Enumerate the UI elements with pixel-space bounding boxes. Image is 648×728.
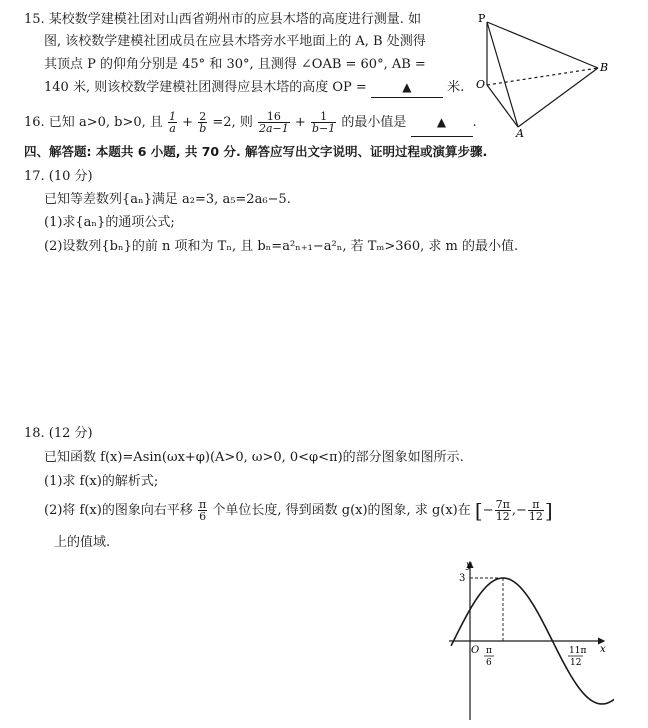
q18-line3-mid: 个单位长度, 得到函数 g(x)的图象, 求 g(x)在 [212,503,471,518]
frac-num: 1 [169,110,177,123]
q16-post: 的最小值是 [341,115,407,130]
q16-end: . [472,115,477,130]
triangle-icon: ▲ [436,115,447,129]
frac-den: b−1 [311,122,336,135]
plus-sign: + [294,115,306,130]
left-bracket: [ [474,498,483,523]
x-label: x [600,644,606,655]
q15-answer-blank[interactable] [371,79,443,98]
q15-line1: 15. 某校数学建模社团对山西省朔州市的应县木塔的高度进行测量. 如 [24,12,422,27]
frac-den: b [199,122,207,135]
frac-den: 6 [199,510,207,523]
fraction-2-over-b [198,111,207,134]
edge-OA [487,85,518,127]
frac-num: π [198,498,207,511]
q18-line4: 上的值域. [54,535,111,550]
q16-answer-blank[interactable] [411,110,473,137]
fraction-1-over-b-1 [311,111,336,134]
frac-den: a [169,122,176,135]
y-tick-3: 3 [459,573,466,584]
label-A: A [516,127,524,138]
q18-line3 [44,497,553,525]
edge-AB [518,68,598,127]
q15-line3: 其顶点 P 的仰角分别是 45° 和 30°, 且测得 ∠OAB = 60°, AB = [44,57,426,72]
frac-num: 2 [199,110,207,123]
x-tick-11pi-12-den: 12 [570,658,582,668]
q18-line3-pre: (2)将 f(x)的图象向右平移 [44,503,193,518]
edge-PB [487,22,598,68]
interval-comma: , [511,503,516,518]
section-heading: 四、解答题: 本题共 6 小题, 共 70 分. 解答应写出文字说明、证明过程或演算步骤. [24,144,488,159]
q17-line2: (1)求{aₙ}的通项公式; [44,215,175,230]
q16-mid: =2, 则 [212,115,253,130]
triangle-icon: ▲ [402,80,412,94]
x-tick-11pi-12-num: 11π [569,646,587,656]
q17-line1: 已知等差数列{aₙ}满足 a₂=3, a₅=2a₆−5. [44,192,291,207]
frac-den: 2a−1 [258,122,289,135]
y-label: y [466,560,472,571]
x-tick-pi-6-num: π [486,646,492,656]
fraction-pi-over-6 [198,499,207,522]
q18-line1: 已知函数 f(x)=Asin(ωx+φ)(A>0, ω>0, 0<φ<π)的部分图象如图所示. [44,450,464,465]
fraction-16-over-2a-1 [258,111,290,134]
interval-sign-2: − [515,503,527,518]
pyramid-figure [470,8,620,138]
frac-den: 12 [528,510,543,523]
q17-head: 17. (10 分) [24,169,93,184]
sine-graph [444,556,614,724]
q15-line4-text: 140 米, 则该校数学建模社团测得应县木塔的高度 OP = [44,80,367,95]
q17-line3: (2)设数列{bₙ}的前 n 项和为 Tₙ, 且 bₙ=a²ₙ₊₁−a²ₙ, 若 Tₘ>360, 求 m 的最小值. [44,239,519,254]
label-O: O [476,78,486,91]
frac-num: 7π [495,498,510,511]
frac-num: 16 [258,111,290,123]
q16-pre: 16. 已知 a>0, b>0, 且 [24,115,163,130]
interval-sign-1: − [482,503,494,518]
q18-head: 18. (12 分) [24,426,93,441]
frac-num: 1 [311,111,336,123]
label-B: B [600,61,609,74]
q15-line4 [44,79,464,98]
q18-line2: (1)求 f(x)的解析式; [44,474,159,489]
fraction-pi-over-12 [528,499,544,522]
right-bracket: ] [544,498,553,523]
origin-label: O [471,645,480,656]
plus-sign: + [182,115,194,130]
fraction-7pi-over-12 [495,499,511,522]
q15-line2: 图, 该校数学建模社团成员在应县木塔旁水平地面上的 A, B 处测得 [44,34,426,49]
label-P: P [478,12,486,25]
fraction-1-over-a [168,111,177,134]
q16-line [24,110,477,137]
edge-PA [487,22,518,127]
x-tick-pi-6-den: 6 [486,658,492,668]
frac-den: 12 [495,510,510,523]
q15-line4-unit: 米. [447,80,465,95]
frac-num: π [528,499,544,511]
